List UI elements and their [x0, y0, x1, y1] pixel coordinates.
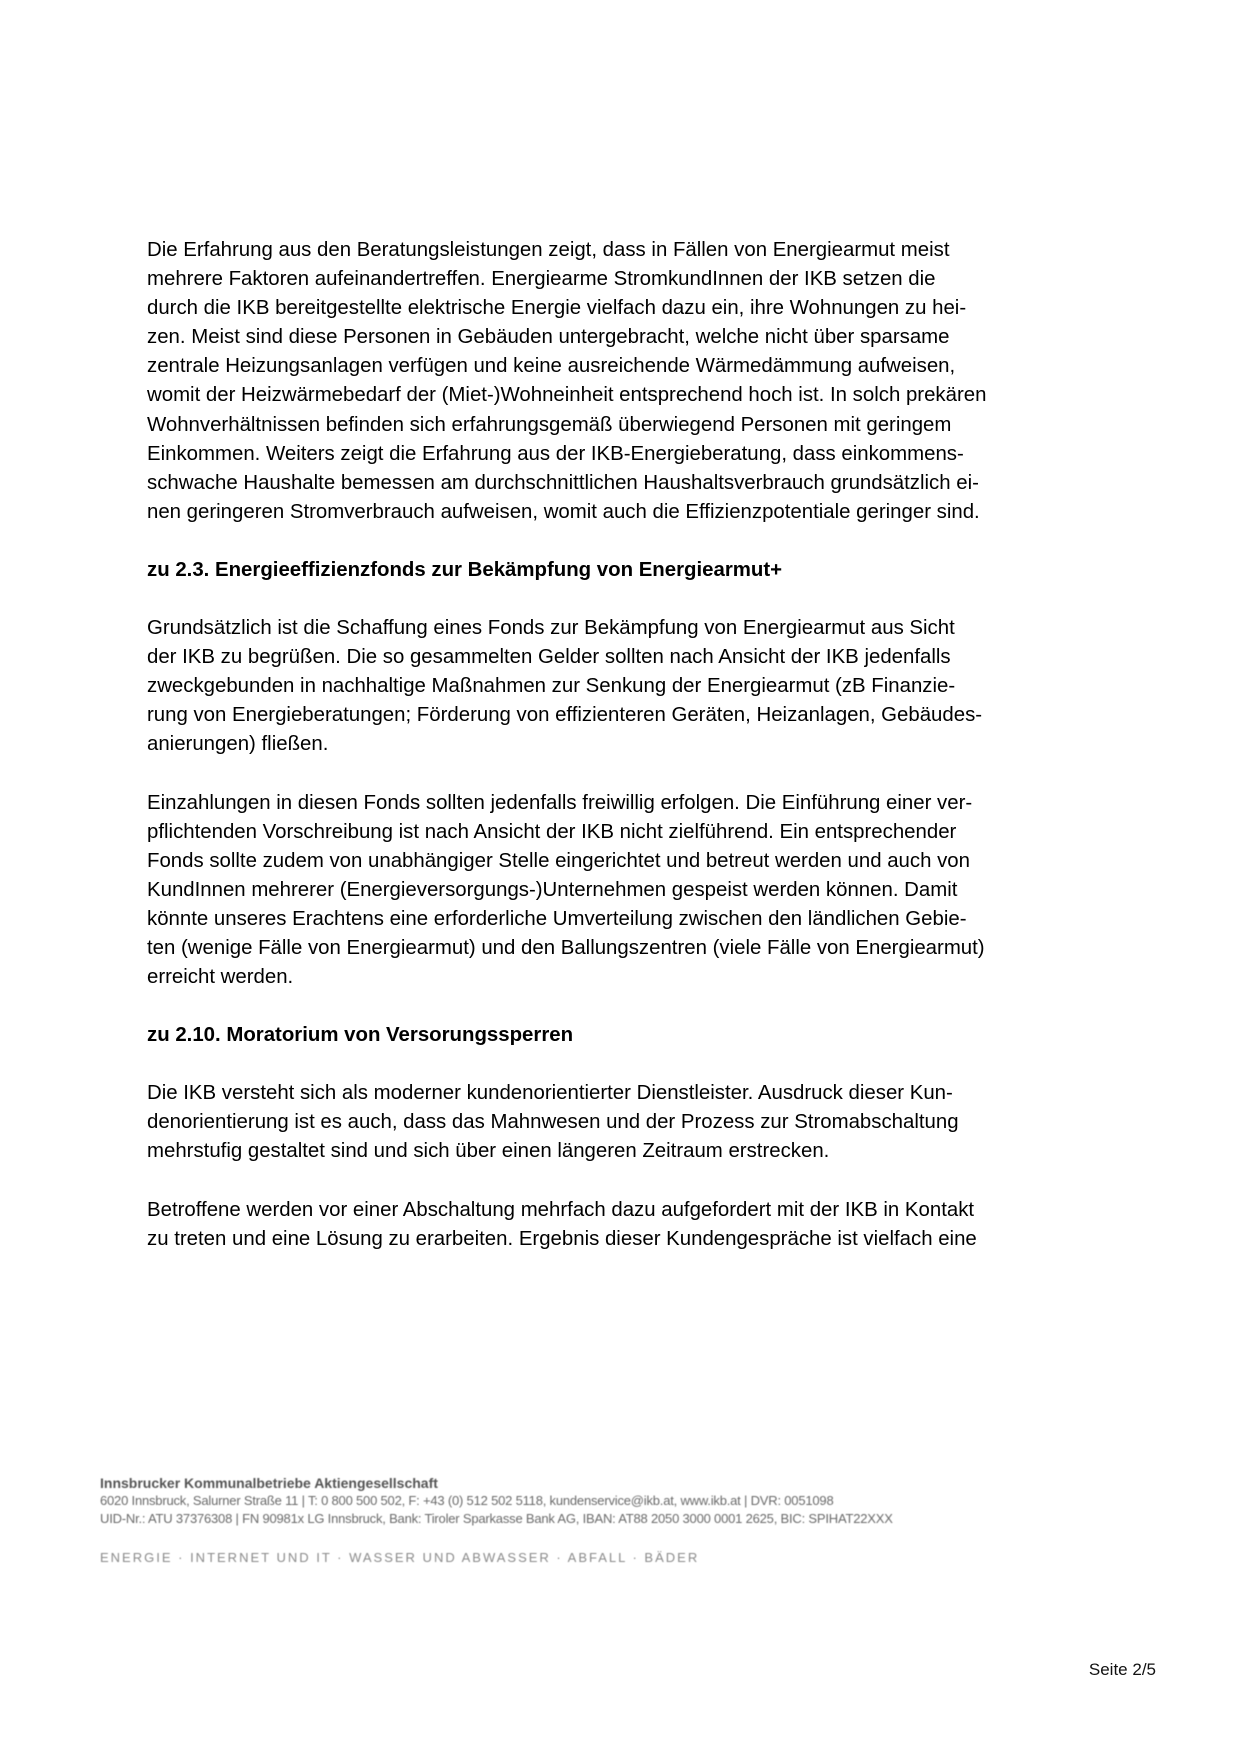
text-line: zweckgebunden in nachhaltige Maßnahmen zur Senkung der Energiearmut (zB Finanzie-: [147, 675, 956, 698]
paragraph-fund-creation: [147, 614, 1097, 759]
text-line: schwache Haushalte bemessen am durchschnittlichen Haushaltsverbrauch grundsätzlich ei-: [147, 471, 979, 494]
text-line: Die IKB versteht sich als moderner kundenorientierter Dienstleister. Ausdruck dieser Kun-: [147, 1082, 953, 1105]
paragraph-spacer: [147, 1167, 1097, 1196]
paragraph-disconnection-process: [147, 1196, 1097, 1254]
text-line: Die Erfahrung aus den Beratungsleistungen zeigt, dass in Fällen von Energiearmut meist: [147, 239, 950, 261]
text-line: rung von Energieberatungen; Förderung von effizienteren Geräten, Heizanlagen, Gebäudes-: [147, 704, 983, 727]
section-heading-2-10: zu 2.10. Moratorium von Versorungssperren: [147, 1024, 574, 1047]
paragraph-spacer: [147, 760, 1097, 789]
text-line: Einkommen. Weiters zeigt die Erfahrung aus der IKB-Energieberatung, dass einkommens-: [147, 442, 964, 465]
text-line: womit der Heizwärmebedarf der (Miet-)Wohneinheit entsprechend hoch ist. In solch prekären: [147, 384, 987, 407]
footer-divisions: ENERGIE · INTERNET UND IT · WASSER UND ABWASSER · ABFALL · BÄDER: [100, 1550, 700, 1565]
text-line: durch die IKB bereitgestellte elektrische Energie vielfach dazu ein, ihre Wohnungen zu hei-: [147, 297, 967, 320]
paragraph-spacer: [147, 992, 1097, 1021]
text-line: der IKB zu begrüßen. Die so gesammelten Gelder sollten nach Ansicht der IKB jedenfalls: [147, 646, 951, 669]
text-line: denorientierung ist es auch, dass das Mahnwesen und der Prozess zur Stromabschaltung: [147, 1111, 959, 1134]
text-line: anierungen) fließen.: [147, 733, 329, 756]
text-line: zu treten und eine Lösung zu erarbeiten. Ergebnis dieser Kundengespräche ist vielfach eine: [147, 1227, 977, 1250]
footer-address-line: 6020 Innsbruck, Salurner Straße 11 | T: 0 800 500 502, F: +43 (0) 512 502 5118, kundenservice@ikb.at, www.ikb.at | DVR: 0051098: [100, 1493, 834, 1508]
text-line: nen geringeren Stromverbrauch aufweisen, womit auch die Effizienzpotentiale geringer sind.: [147, 500, 980, 523]
text-line: Einzahlungen in diesen Fonds sollten jedenfalls freiwillig erfolgen. Die Einführung einer ver-: [147, 791, 973, 814]
paragraph-spacer: [147, 527, 1097, 556]
paragraph-fund-contributions: [147, 789, 1097, 993]
text-line: Fonds sollte zudem von unabhängiger Stelle eingerichtet und betreut werden und auch von: [147, 849, 970, 872]
text-line: Grundsätzlich ist die Schaffung eines Fonds zur Bekämpfung von Energiearmut aus Sicht: [147, 617, 955, 640]
text-line: Wohnverhältnissen befinden sich erfahrungsgemäß überwiegend Personen mit geringem: [147, 413, 952, 436]
text-line: könnte unseres Erachtens eine erforderliche Umverteilung zwischen den ländlichen Gebie-: [147, 907, 967, 930]
footer-registry-line: UID-Nr.: ATU 37376308 | FN 90981x LG Innsbruck, Bank: Tiroler Sparkasse Bank AG, IBAN: AT88 2050 3000 0001 2625, BIC: SPIHAT22XXX: [100, 1511, 893, 1526]
paragraph-energy-poverty-experience: [147, 236, 1097, 527]
footer-company-name: Innsbrucker Kommunalbetriebe Aktiengesellschaft: [100, 1475, 438, 1491]
text-line: zentrale Heizungsanlagen verfügen und keine ausreichende Wärmedämmung aufweisen,: [147, 355, 956, 378]
text-line: mehrere Faktoren aufeinandertreffen. Energiearme StromkundInnen der IKB setzen die: [147, 268, 936, 291]
text-line: zen. Meist sind diese Personen in Gebäuden untergebracht, welche nicht über sparsame: [147, 326, 950, 349]
document-body: [147, 236, 1097, 1254]
text-line: erreicht werden.: [147, 966, 294, 989]
text-line: pflichtenden Vorschreibung ist nach Ansicht der IKB nicht zielführend. Ein entsprechender: [147, 820, 957, 843]
letterhead-footer: [100, 1474, 1200, 1565]
paragraph-customer-orientation: [147, 1079, 1097, 1166]
page-number: Seite 2/5: [1088, 1660, 1156, 1679]
paragraph-spacer: [147, 585, 1097, 614]
text-line: ten (wenige Fälle von Energiearmut) und den Ballungszentren (viele Fälle von Energiearmut): [147, 936, 985, 959]
section-heading-2-3: zu 2.3. Energieeffizienzfonds zur Bekämpfung von Energiearmut+: [147, 558, 783, 581]
text-line: mehrstufig gestaltet sind und sich über einen längeren Zeitraum erstrecken.: [147, 1140, 830, 1163]
text-line: KundInnen mehrerer (Energieversorgungs-)Unternehmen gespeist werden können. Damit: [147, 878, 958, 901]
text-line: Betroffene werden vor einer Abschaltung mehrfach dazu aufgefordert mit der IKB in Kontakt: [147, 1198, 975, 1221]
paragraph-spacer: [147, 1050, 1097, 1079]
